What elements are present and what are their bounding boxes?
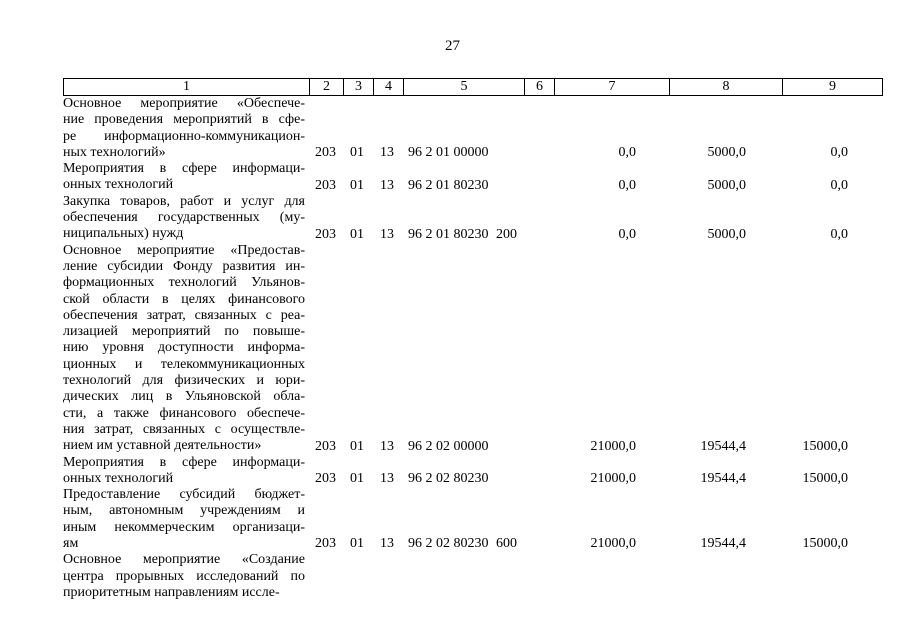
- cell-c2: 203: [315, 438, 336, 454]
- cell-c3: 01: [350, 471, 364, 487]
- row-values: [63, 535, 852, 552]
- description-line: нию уровня доступности информа-: [63, 340, 305, 356]
- table-row: [63, 161, 852, 194]
- description-line: дических лиц в Ульяновской обла-: [63, 389, 305, 405]
- cell-c5: 96 2 02 80230: [408, 536, 489, 552]
- cell-c5: 96 2 02 80230: [408, 471, 489, 487]
- cell-c4: 13: [380, 145, 394, 161]
- header-col-7: 7: [555, 79, 670, 96]
- cell-c3: 01: [350, 145, 364, 161]
- table-row: [63, 455, 852, 488]
- header-col-4: 4: [374, 79, 404, 96]
- description-line: иным некоммерческим организаци-: [63, 519, 305, 535]
- cell-c2: 203: [315, 471, 336, 487]
- description-line: Предоставление субсидий бюджет-: [63, 487, 305, 503]
- table-row: [63, 194, 852, 243]
- description-line: ской области в целях финансового: [63, 291, 305, 307]
- cell-c3: 01: [350, 177, 364, 193]
- cell-c6: 600: [496, 536, 517, 552]
- cell-c9: 0,0: [830, 177, 848, 193]
- description-line: ционных и телекоммуникационных: [63, 356, 305, 372]
- cell-c8: 19544,4: [700, 438, 746, 454]
- row-values: [63, 438, 852, 455]
- cell-c3: 01: [350, 226, 364, 242]
- row-values: [63, 584, 852, 601]
- row-description: [63, 243, 305, 455]
- description-line: лизацией мероприятий по повыше-: [63, 324, 305, 340]
- description-line: центра прорывных исследований по: [63, 568, 305, 584]
- cell-c3: 01: [350, 536, 364, 552]
- row-values: [63, 177, 852, 194]
- cell-c9: 0,0: [830, 226, 848, 242]
- cell-c2: 203: [315, 536, 336, 552]
- description-line: технологий для физических и юри-: [63, 373, 305, 389]
- cell-c5: 96 2 01 00000: [408, 145, 489, 161]
- description-line: ным, автономным учреждениям и: [63, 503, 305, 519]
- description-line: нием им уставной деятельности»: [63, 438, 262, 454]
- cell-c5: 96 2 01 80230: [408, 177, 489, 193]
- description-line: Мероприятия в сфере информаци-: [63, 161, 305, 177]
- description-line: ных технологий»: [63, 144, 166, 160]
- description-line: Основное мероприятие «Создание: [63, 552, 305, 568]
- description-line: приоритетным направлениям иссле-: [63, 584, 280, 600]
- cell-c4: 13: [380, 536, 394, 552]
- cell-c8: 19544,4: [700, 536, 746, 552]
- description-line: онных технологий: [63, 177, 174, 193]
- table-row: [63, 96, 852, 161]
- cell-c5: 96 2 02 00000: [408, 438, 489, 454]
- description-line: ре информационно-коммуникацион-: [63, 128, 305, 144]
- header-col-6: 6: [525, 79, 555, 96]
- description-line: онных технологий: [63, 470, 174, 486]
- cell-c2: 203: [315, 145, 336, 161]
- cell-c5: 96 2 01 80230: [408, 226, 489, 242]
- description-line: Основное мероприятие «Обеспече-: [63, 96, 305, 111]
- cell-c3: 01: [350, 438, 364, 454]
- description-line: Мероприятия в сфере информаци-: [63, 454, 305, 470]
- cell-c6: 200: [496, 226, 517, 242]
- cell-c9: 15000,0: [802, 471, 848, 487]
- cell-c7: 21000,0: [590, 471, 636, 487]
- cell-c8: 5000,0: [707, 177, 746, 193]
- description-line: ниципальных) нужд: [63, 226, 184, 242]
- description-line: обеспечения затрат, связанных с реа-: [63, 307, 305, 323]
- table-header: [63, 78, 883, 96]
- table-row: [63, 552, 852, 601]
- header-col-1: 1: [64, 79, 310, 96]
- header-col-9: 9: [783, 79, 883, 96]
- description-line: ям: [63, 536, 79, 552]
- cell-c2: 203: [315, 177, 336, 193]
- description-line: Закупка товаров, работ и услуг для: [63, 193, 305, 209]
- table-body: [63, 96, 852, 601]
- description-line: ние проведения мероприятий в сфе-: [63, 112, 305, 128]
- row-values: [63, 470, 852, 487]
- cell-c7: 21000,0: [590, 536, 636, 552]
- row-values: [63, 226, 852, 243]
- cell-c9: 15000,0: [802, 536, 848, 552]
- cell-c8: 19544,4: [700, 471, 746, 487]
- cell-c9: 0,0: [830, 145, 848, 161]
- cell-c8: 5000,0: [707, 226, 746, 242]
- header-col-3: 3: [344, 79, 374, 96]
- cell-c4: 13: [380, 438, 394, 454]
- header-col-5: 5: [404, 79, 525, 96]
- description-line: сти, а также финансового обеспече-: [63, 405, 305, 421]
- cell-c2: 203: [315, 226, 336, 242]
- cell-c7: 0,0: [618, 145, 636, 161]
- cell-c7: 0,0: [618, 226, 636, 242]
- row-values: [63, 144, 852, 161]
- description-line: Основное мероприятие «Предостав-: [63, 242, 305, 258]
- page-number: 27: [445, 38, 460, 54]
- description-line: формационных технологий Ульянов-: [63, 275, 305, 291]
- cell-c4: 13: [380, 226, 394, 242]
- cell-c4: 13: [380, 471, 394, 487]
- cell-c7: 21000,0: [590, 438, 636, 454]
- cell-c9: 15000,0: [802, 438, 848, 454]
- description-line: ление субсидии Фонду развития ин-: [63, 258, 305, 274]
- table-row: [63, 487, 852, 552]
- header-col-2: 2: [310, 79, 344, 96]
- description-line: обеспечения государственных (му-: [63, 210, 305, 226]
- description-line: ния затрат, связанных с осуществле-: [63, 421, 305, 437]
- table-row: [63, 243, 852, 455]
- cell-c7: 0,0: [618, 177, 636, 193]
- cell-c8: 5000,0: [707, 145, 746, 161]
- header-col-8: 8: [670, 79, 783, 96]
- cell-c4: 13: [380, 177, 394, 193]
